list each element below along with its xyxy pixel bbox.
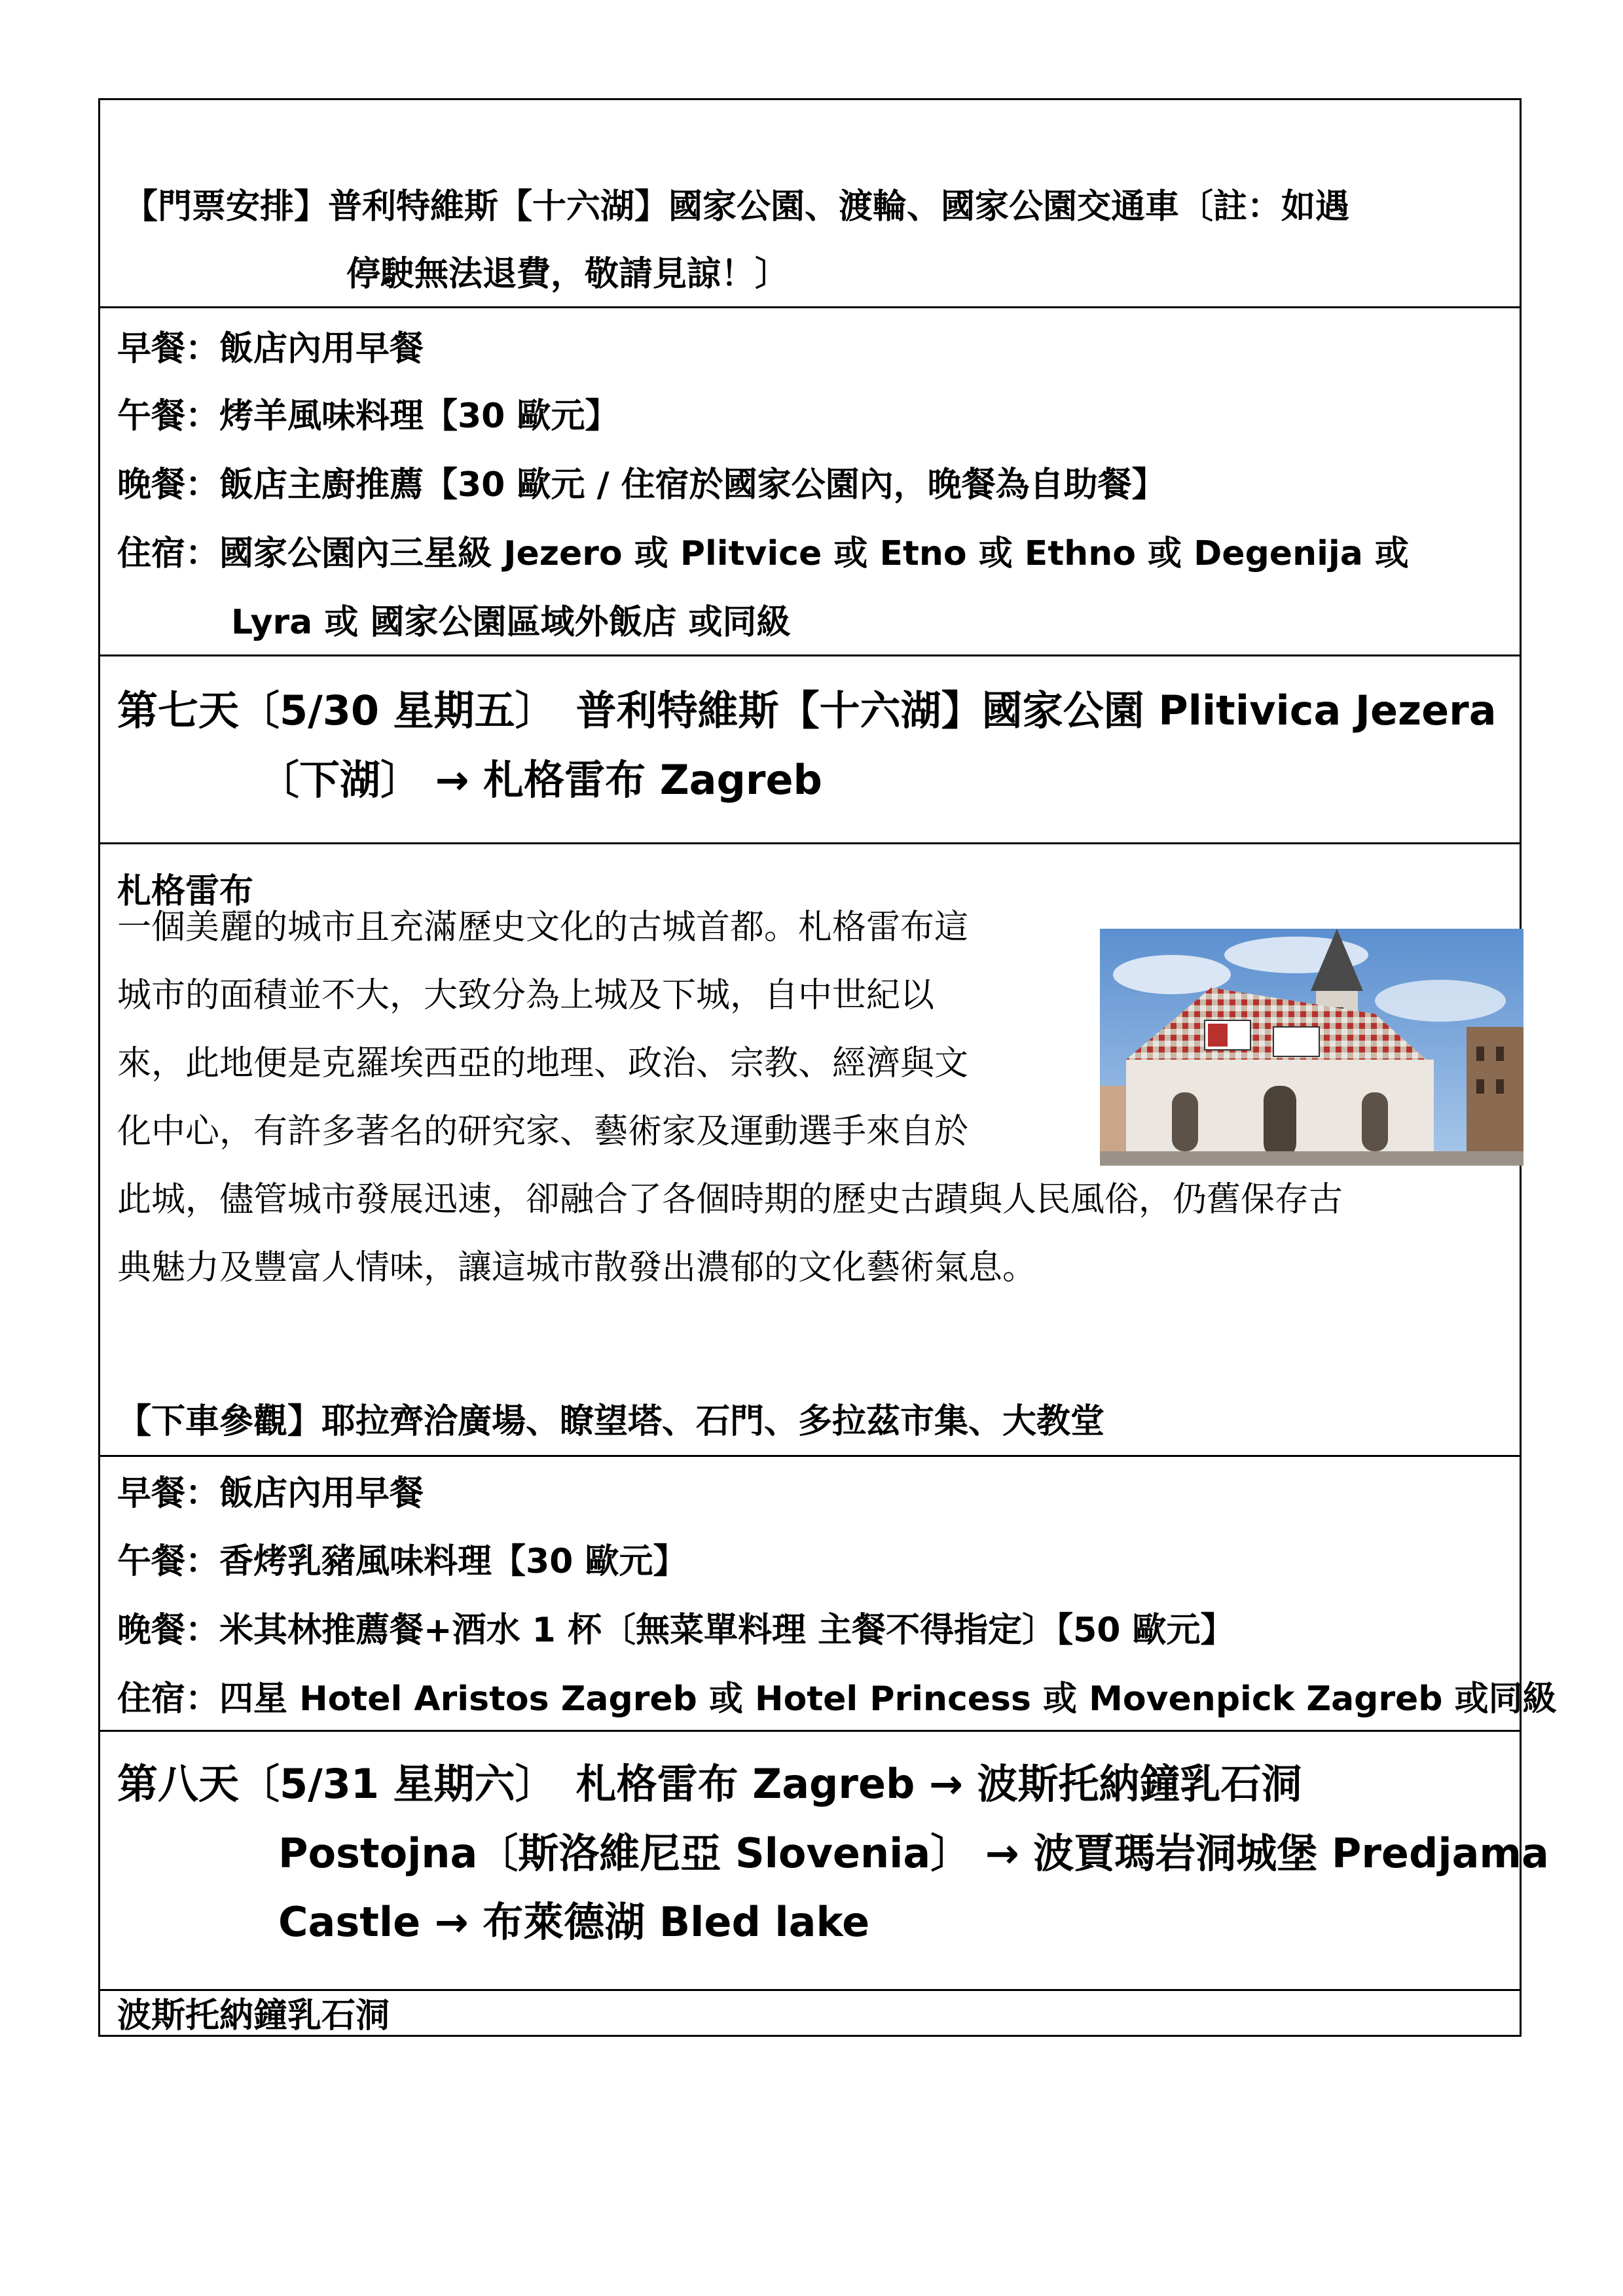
zagreb-text-line: 城市的面積並不大，大致分為上城及下城，自中世紀以	[117, 976, 935, 1015]
day6-meals-section	[100, 308, 1520, 656]
lunch-line: 午餐：香烤乳豬風味料理【30 歐元】	[117, 1542, 687, 1581]
day8-title-line-2: Postojna〔斯洛維尼亞 Slovenia〕 → 波賈瑪岩洞城堡 Predjama	[278, 1829, 1549, 1877]
day7-meals-section	[100, 1457, 1557, 1732]
zagreb-text-line: 此城，儘管城市發展迅速，卻融合了各個時期的歷史古蹟與人民風俗，仍舊保存古	[117, 1180, 1343, 1219]
breakfast-line: 早餐：飯店內用早餐	[117, 1474, 424, 1513]
day8-title-line-1: 第八天〔5/31 星期六〕 札格雷布 Zagreb → 波斯托納鐘乳石洞	[117, 1760, 1302, 1808]
itinerary-table	[98, 98, 1557, 2037]
hotel-line-2: Lyra 或 國家公園區域外飯店 或同級	[231, 603, 791, 642]
zagreb-text-line: 一個美麗的城市且充滿歷史文化的古城首都。札格雷布這	[117, 908, 969, 947]
zagreb-text-line: 化中心，有許多著名的研究家、藝術家及運動選手來自於	[117, 1112, 969, 1151]
tickets-line-1: 【門票安排】普利特維斯【十六湖】國家公園、渡輪、國家公園交通車〔註：如遇	[124, 187, 1350, 226]
hotel-line: 住宿：四星 Hotel Aristos Zagreb 或 Hotel Princess 或 Movenpick Zagreb 或同級	[117, 1679, 1557, 1719]
day7-title-line-1: 第七天〔5/30 星期五〕 普利特維斯【十六湖】國家公園 Plitivica Jezera	[117, 687, 1497, 734]
tickets-line-2: 停駛無法退費，敬請見諒！〕	[346, 255, 790, 294]
dinner-line: 晚餐：飯店主廚推薦【30 歐元 / 住宿於國家公園內，晚餐為自助餐】	[117, 465, 1166, 505]
day8-title-line-3: Castle → 布萊德湖 Bled lake	[278, 1898, 870, 1946]
hotel-line-1: 住宿：國家公園內三星級 Jezero 或 Plitvice 或 Etno 或 Ethno 或 Degenija 或	[117, 534, 1409, 573]
tickets-section	[100, 100, 1520, 308]
day8-header-section	[100, 1732, 1549, 1991]
church-illustration	[1100, 929, 1523, 1166]
day7-title-line-2: 〔下湖〕 → 札格雷布 Zagreb	[259, 756, 822, 804]
cave-heading: 波斯托納鐘乳石洞	[117, 1996, 390, 2036]
day7-header-section	[100, 656, 1520, 844]
zagreb-sightseeing: 【下車參觀】耶拉齊洽廣場、瞭望塔、石門、多拉茲市集、大教堂	[117, 1402, 1105, 1441]
st-marks-church-photo	[1100, 929, 1523, 1166]
breakfast-line: 早餐：飯店內用早餐	[117, 329, 424, 368]
lunch-line: 午餐：烤羊風味料理【30 歐元】	[117, 397, 619, 436]
zagreb-heading: 札格雷布	[117, 872, 254, 911]
zagreb-text-line: 典魅力及豐富人情味，讓這城市散發出濃郁的文化藝術氣息。	[117, 1248, 1037, 1287]
zagreb-text-line: 來，此地便是克羅埃西亞的地理、政治、宗教、經濟與文	[117, 1044, 969, 1083]
zagreb-paragraph	[117, 908, 1343, 1287]
cave-section	[100, 1991, 1520, 2039]
dinner-line: 晚餐：米其林推薦餐+酒水 1 杯〔無菜單料理 主餐不得指定〕【50 歐元】	[117, 1611, 1235, 1650]
zagreb-intro-section	[100, 844, 1520, 1457]
